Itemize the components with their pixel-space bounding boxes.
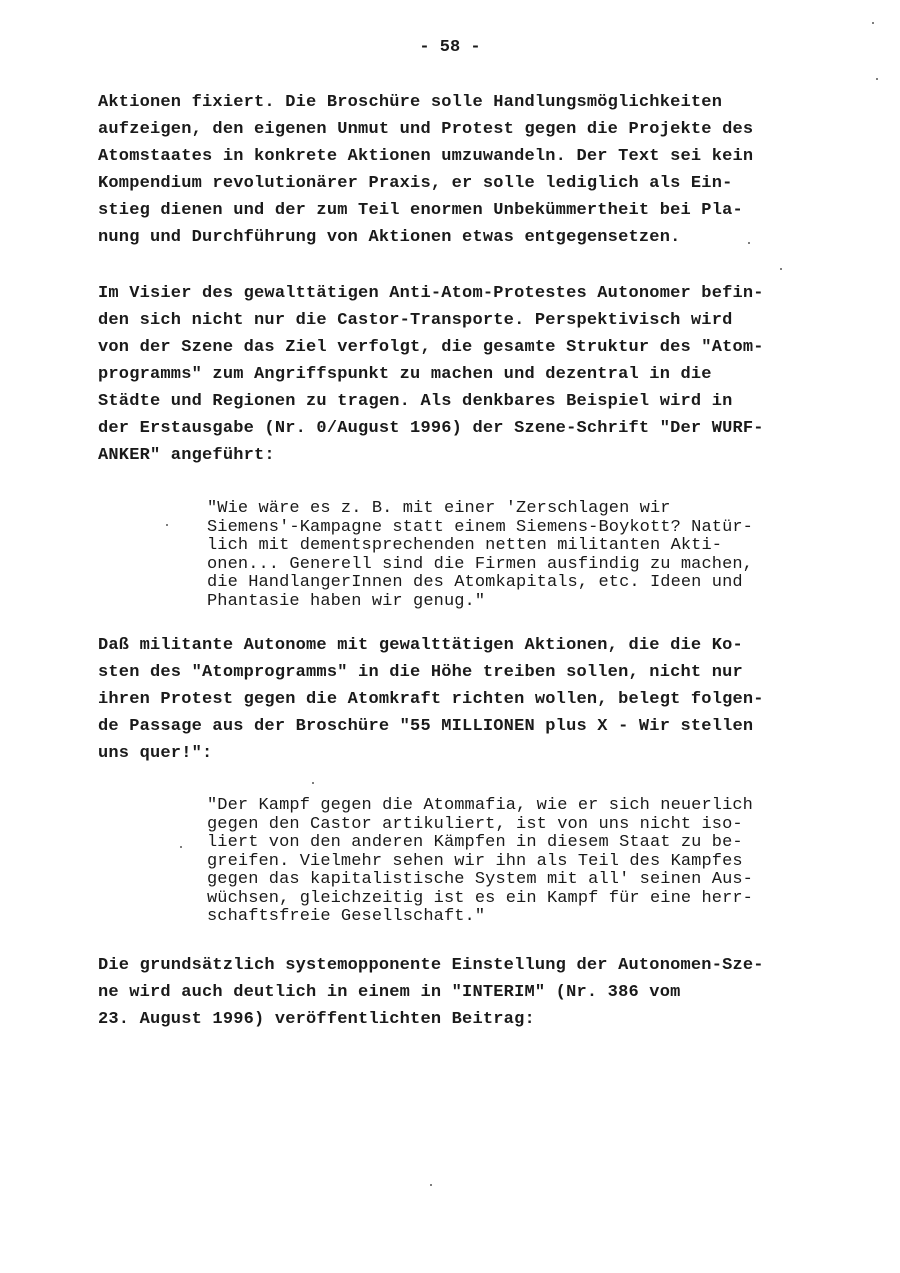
paragraph-3 bbox=[98, 632, 818, 767]
quote-line: Phantasie haben wir genug." bbox=[207, 591, 486, 611]
quote-line: schaftsfreie Gesellschaft." bbox=[207, 907, 486, 926]
text-line: Im Visier des gewalttätigen Anti-Atom-Protestes Autonomer befin- bbox=[98, 284, 764, 303]
quote-line: wüchsen, gleichzeitig ist es ein Kampf für eine herr- bbox=[207, 888, 753, 908]
scan-speck bbox=[748, 242, 750, 244]
scan-speck bbox=[780, 268, 782, 270]
text-line: Kompendium revolutionärer Praxis, er solle lediglich als Ein- bbox=[98, 174, 733, 193]
text-line: von der Szene das Ziel verfolgt, die gesamte Struktur des "Atom- bbox=[98, 338, 764, 357]
scan-speck bbox=[872, 22, 874, 24]
paragraph-1 bbox=[98, 89, 818, 251]
text-line: ne wird auch deutlich in einem in "INTERIM" (Nr. 386 vom bbox=[98, 983, 681, 1002]
text-line: Aktionen fixiert. Die Broschüre solle Handlungsmöglichkeiten bbox=[98, 93, 723, 112]
quote-line: "Der Kampf gegen die Atommafia, wie er sich neuerlich bbox=[207, 796, 753, 815]
page-number: - 58 - bbox=[419, 38, 481, 57]
quote-line: onen... Generell sind die Firmen ausfindig zu machen, bbox=[207, 554, 753, 574]
text-line: Städte und Regionen zu tragen. Als denkbares Beispiel wird in bbox=[98, 392, 733, 411]
quote-line: gegen den Castor artikuliert, ist von uns nicht iso- bbox=[207, 814, 743, 834]
paragraph-2 bbox=[98, 280, 818, 469]
text-line: Atomstaates in konkrete Aktionen umzuwandeln. Der Text sei kein bbox=[98, 147, 754, 166]
scan-speck bbox=[430, 1184, 432, 1186]
scan-speck bbox=[180, 846, 182, 848]
quote-line: liert von den anderen Kämpfen in diesem Staat zu be- bbox=[207, 833, 743, 852]
text-line: de Passage aus der Broschüre "55 MILLIONEN plus X - Wir stellen bbox=[98, 717, 754, 736]
text-line: Daß militante Autonome mit gewalttätigen Aktionen, die die Ko- bbox=[98, 636, 743, 655]
text-line: sten des "Atomprogramms" in die Höhe treiben sollen, nicht nur bbox=[98, 663, 743, 682]
quote-line: die HandlangerInnen des Atomkapitals, etc. Ideen und bbox=[207, 573, 743, 592]
text-line: nung und Durchführung von Aktionen etwas entgegensetzen. bbox=[98, 228, 681, 247]
paragraph-4 bbox=[98, 952, 818, 1033]
quote-line: lich mit dementsprechenden netten militanten Akti- bbox=[207, 536, 723, 555]
scan-speck bbox=[312, 782, 314, 784]
block-quote-1 bbox=[207, 500, 817, 611]
text-line: der Erstausgabe (Nr. 0/August 1996) der Szene-Schrift "Der WURF- bbox=[98, 419, 764, 438]
text-line: ihren Protest gegen die Atomkraft richten wollen, belegt folgen- bbox=[98, 690, 764, 709]
scan-speck bbox=[876, 78, 878, 80]
text-line: Die grundsätzlich systemopponente Einstellung der Autonomen-Sze- bbox=[98, 956, 764, 975]
text-line: uns quer!": bbox=[98, 744, 213, 763]
scan-speck bbox=[166, 524, 168, 526]
quote-line: gegen das kapitalistische System mit all' seinen Aus- bbox=[207, 870, 753, 889]
quote-line: "Wie wäre es z. B. mit einer 'Zerschlagen wir bbox=[207, 499, 671, 518]
text-line: 23. August 1996) veröffentlichten Beitrag: bbox=[98, 1010, 535, 1029]
text-line: aufzeigen, den eigenen Unmut und Protest gegen die Projekte des bbox=[98, 120, 754, 139]
quote-line: Siemens'-Kampagne statt einem Siemens-Boykott? Natür- bbox=[207, 517, 753, 537]
text-line: stieg dienen und der zum Teil enormen Unbekümmertheit bei Pla- bbox=[98, 201, 743, 220]
text-line: den sich nicht nur die Castor-Transporte. Perspektivisch wird bbox=[98, 311, 733, 330]
text-line: ANKER" angeführt: bbox=[98, 446, 275, 465]
text-line: programms" zum Angriffspunkt zu machen und dezentral in die bbox=[98, 365, 712, 384]
block-quote-2 bbox=[207, 797, 817, 927]
quote-line: greifen. Vielmehr sehen wir ihn als Teil des Kampfes bbox=[207, 851, 743, 871]
